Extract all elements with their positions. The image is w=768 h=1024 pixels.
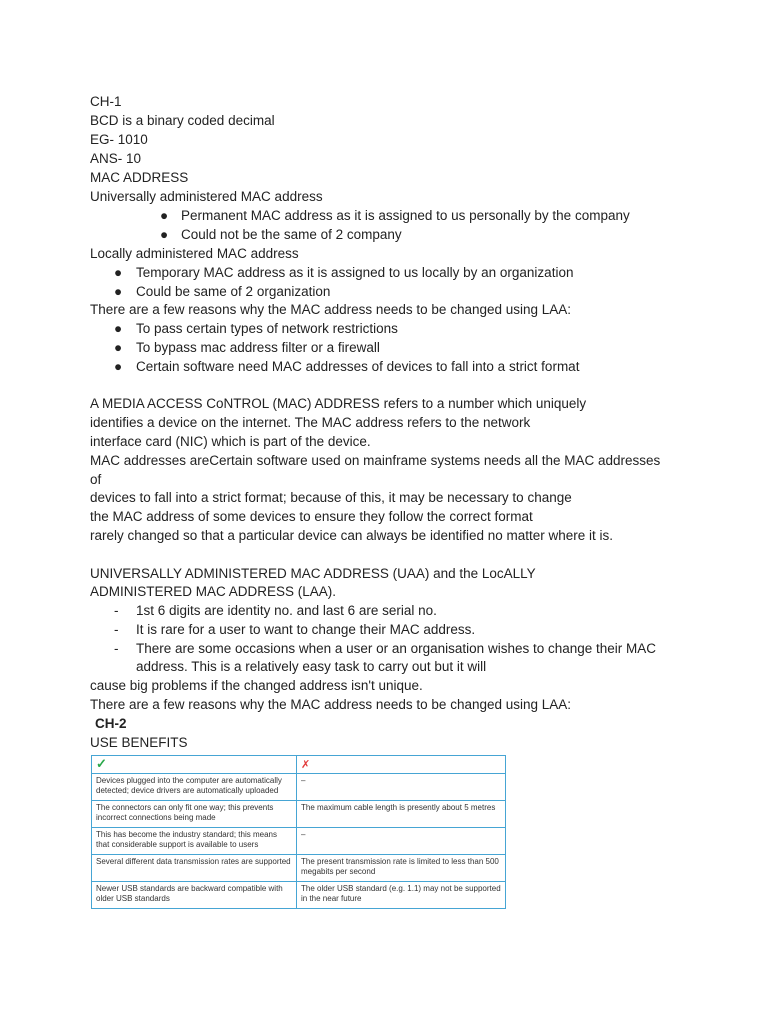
bullet-icon: ● bbox=[114, 284, 123, 299]
text-line: interface card (NIC) which is part of the device. bbox=[90, 434, 371, 449]
bullet-icon: ● bbox=[160, 208, 169, 223]
table-cell: – bbox=[297, 828, 506, 855]
table-row bbox=[92, 855, 506, 882]
text-line: rarely changed so that a particular device can always be identified no matter where it is. bbox=[90, 528, 614, 543]
table-row bbox=[92, 828, 506, 855]
text-line: There are a few reasons why the MAC address needs to be changed using LAA: bbox=[90, 302, 572, 317]
text-line: BCD is a binary coded decimal bbox=[90, 113, 275, 128]
check-icon: ✓ bbox=[96, 756, 107, 771]
disadvantages-header bbox=[297, 756, 506, 774]
list-item: Could be same of 2 organization bbox=[136, 284, 331, 299]
text-line: UNIVERSALLY ADMINISTERED MAC ADDRESS (UAA) and the LocALLY bbox=[90, 566, 536, 581]
table-row bbox=[92, 774, 506, 801]
bullet-icon: ● bbox=[160, 227, 169, 242]
chapter-heading-1: CH-1 bbox=[90, 94, 122, 109]
table-cell: The maximum cable length is presently about 5 metres bbox=[297, 801, 506, 828]
list-item: 1st 6 digits are identity no. and last 6 are serial no. bbox=[136, 603, 437, 618]
advantages-header bbox=[92, 756, 297, 774]
table-header-row bbox=[92, 756, 506, 774]
table-row bbox=[92, 882, 506, 909]
list-item: Temporary MAC address as it is assigned to us locally by an organization bbox=[136, 265, 574, 280]
dash-icon: - bbox=[114, 622, 119, 637]
text-line: MAC ADDRESS bbox=[90, 170, 189, 185]
text-line: Universally administered MAC address bbox=[90, 189, 323, 204]
chapter-heading-2: CH-2 bbox=[95, 716, 127, 731]
list-item: To pass certain types of network restrictions bbox=[136, 321, 398, 336]
text-line: ADMINISTERED MAC ADDRESS (LAA). bbox=[90, 584, 337, 599]
bullet-icon: ● bbox=[114, 265, 123, 280]
text-line: Locally administered MAC address bbox=[90, 246, 299, 261]
list-item: Certain software need MAC addresses of devices to fall into a strict format bbox=[136, 359, 580, 374]
list-item: There are some occasions when a user or an organisation wishes to change their MAC bbox=[136, 641, 657, 656]
text-line: There are a few reasons why the MAC address needs to be changed using LAA: bbox=[90, 697, 572, 712]
list-item: To bypass mac address filter or a firewall bbox=[136, 340, 380, 355]
text-line: ANS- 10 bbox=[90, 151, 142, 166]
table-row bbox=[92, 801, 506, 828]
cross-icon: ✗ bbox=[301, 759, 311, 771]
table-cell: – bbox=[297, 774, 506, 801]
text-line: identifies a device on the internet. The MAC address refers to the network bbox=[90, 415, 531, 430]
dash-icon: - bbox=[114, 641, 119, 656]
text-line: the MAC address of some devices to ensure they follow the correct format bbox=[90, 509, 533, 524]
list-item: Could not be the same of 2 company bbox=[181, 227, 402, 242]
dash-icon: - bbox=[114, 603, 119, 618]
list-item: address. This is a relatively easy task to carry out but it will bbox=[136, 659, 487, 674]
bullet-icon: ● bbox=[114, 359, 123, 374]
bullet-icon: ● bbox=[114, 340, 123, 355]
table-cell: Several different data transmission rates are supported bbox=[92, 855, 297, 882]
text-line: cause big problems if the changed address isn't unique. bbox=[90, 678, 423, 693]
table-cell: The present transmission rate is limited to less than 500 megabits per second bbox=[297, 855, 506, 882]
table-cell: The older USB standard (e.g. 1.1) may not be supported in the near future bbox=[297, 882, 506, 909]
section-title: USE BENEFITS bbox=[90, 735, 188, 750]
text-line: MAC addresses areCertain software used on mainframe systems needs all the MAC addresses bbox=[90, 453, 661, 468]
table-cell: This has become the industry standard; this means that considerable support is available to users bbox=[92, 828, 297, 855]
text-line: A MEDIA ACCESS CoNTROL (MAC) ADDRESS refers to a number which uniquely bbox=[90, 396, 587, 411]
text-line: devices to fall into a strict format; because of this, it may be necessary to change bbox=[90, 490, 572, 505]
table-cell: Devices plugged into the computer are automatically detected; device drivers are automatically uploaded bbox=[92, 774, 297, 801]
list-item: Permanent MAC address as it is assigned to us personally by the company bbox=[181, 208, 630, 223]
usb-benefits-table bbox=[91, 755, 506, 909]
table-cell: Newer USB standards are backward compatible with older USB standards bbox=[92, 882, 297, 909]
text-line: of bbox=[90, 472, 102, 487]
bullet-icon: ● bbox=[114, 321, 123, 336]
text-line: EG- 1010 bbox=[90, 132, 148, 147]
table-cell: The connectors can only fit one way; this prevents incorrect connections being made bbox=[92, 801, 297, 828]
list-item: It is rare for a user to want to change their MAC address. bbox=[136, 622, 476, 637]
